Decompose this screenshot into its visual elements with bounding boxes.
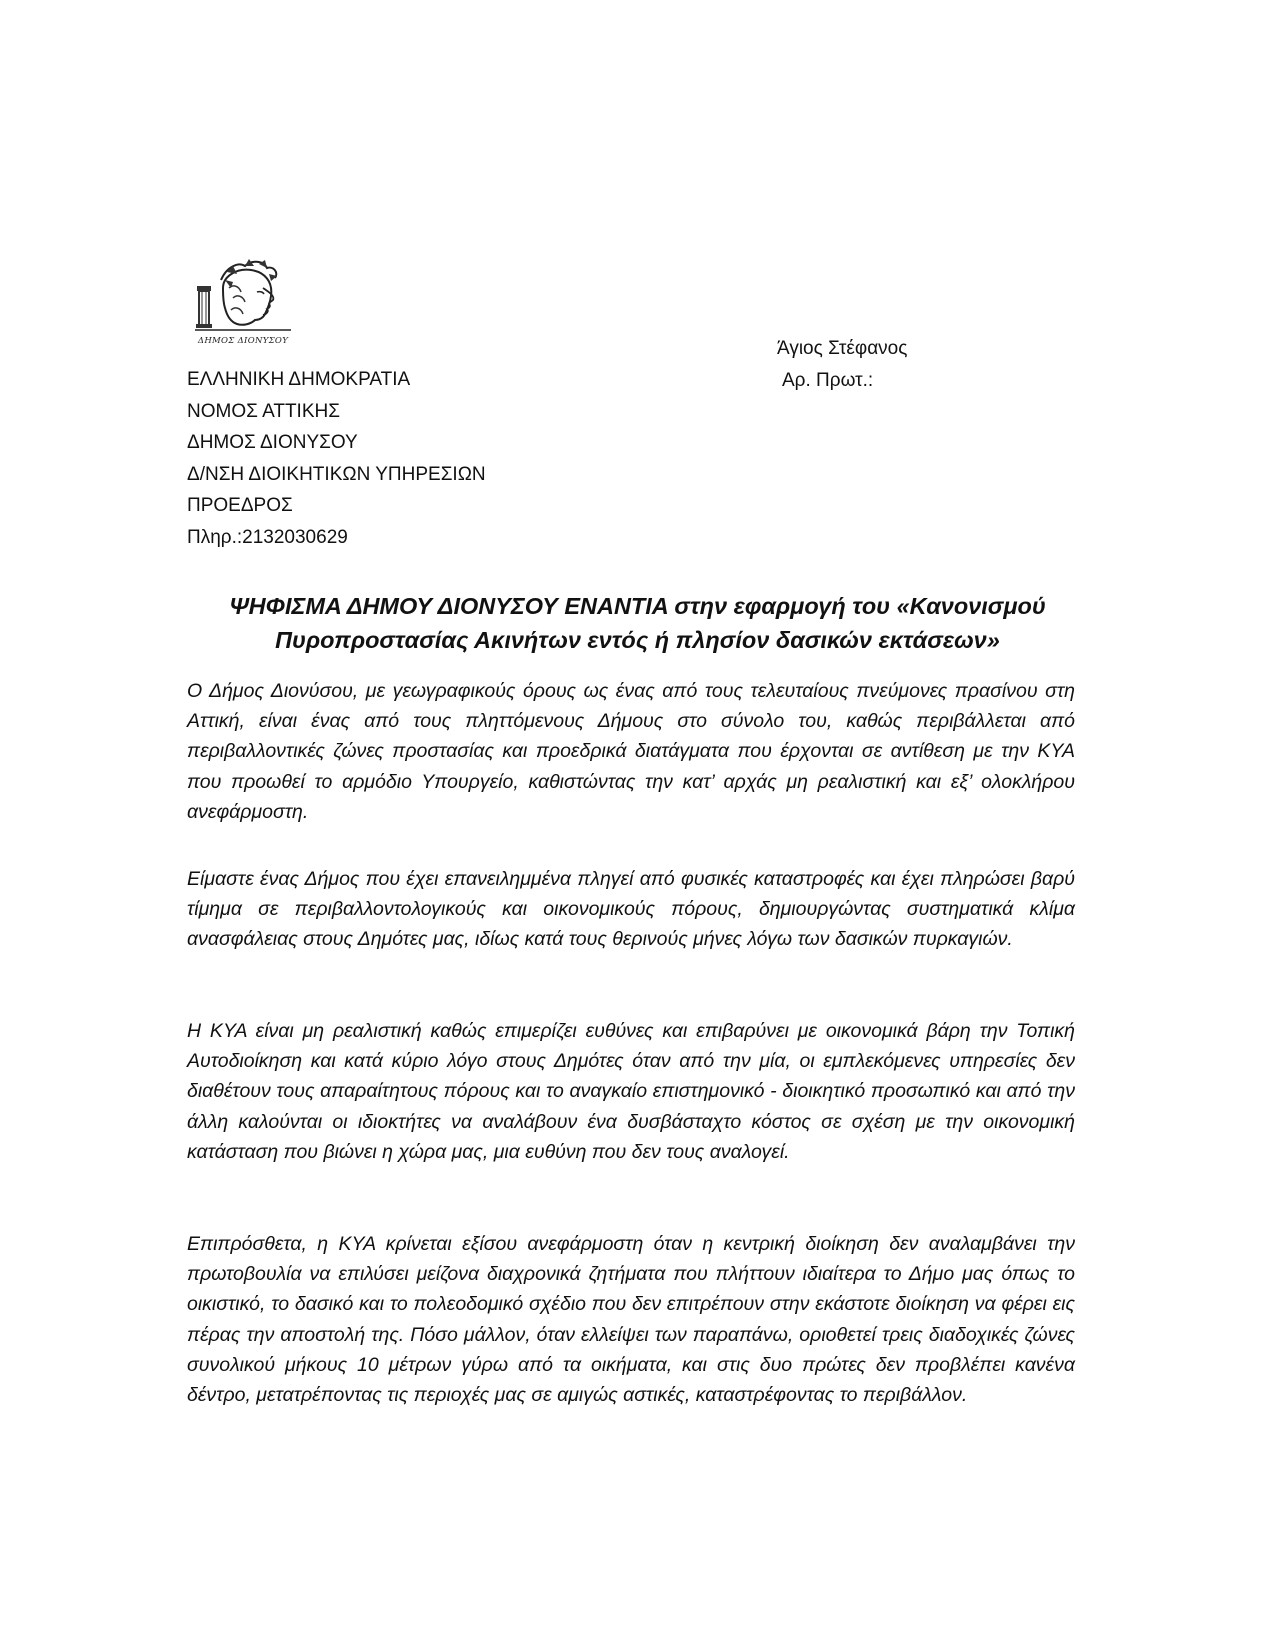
header-line-directorate: Δ/ΝΣΗ ΔΙΟΙΚΗΤΙΚΩΝ ΥΠΗΡΕΣΙΩΝ bbox=[187, 463, 486, 485]
document-title: ΨΗΦΙΣΜΑ ΔΗΜΟΥ ΔΙΟΝΥΣΟΥ ΕΝΑΝΤΙΑ στην εφαρμογή του «Κανονισμού Πυροπροστασίας Ακινήτων εντός ή πλησίον δασικών εκτάσεων» bbox=[229, 593, 1046, 653]
header-line-municipality: ΔΗΜΟΣ ΔΙΟΝΥΣΟΥ bbox=[187, 432, 358, 454]
municipality-logo bbox=[193, 258, 293, 348]
logo-caption: ΔΗΜΟΣ ΔΙΟΝΥΣΟΥ bbox=[197, 336, 289, 346]
header-line-prefecture: ΝΟΜΟΣ ΑΤΤΙΚΗΣ bbox=[187, 400, 340, 422]
body-paragraph: Είμαστε ένας Δήμος που έχει επανειλημμένα πληγεί από φυσικές καταστροφές και έχει πληρώσει βαρύ τίμημα σε περιβαλλοντολογικούς και οικονομικούς πόρους, δημιουργώντας συστηματικά κλίμα ανασφάλειας στους Δημότες μας, ιδίως κατά τους θερινούς μήνες λόγω των δασικών πυρκαγιών. bbox=[187, 868, 1075, 951]
body-paragraph: Επιπρόσθετα, η ΚΥΑ κρίνεται εξίσου ανεφάρμοστη όταν η κεντρική διοίκηση δεν αναλαμβάνει την πρωτοβουλία να επιλύσει μείζονα διαχρονικά ζητήματα που πλήττουν ιδιαίτερα το Δήμο μας όπως το οικιστικό, το δασικό και το πολεοδομικό σχέδιο που δεν επιτρέπουν στην εκάστοτε διοίκηση να φέρει εις πέρας την αποστολή της. Πόσο μάλλον, όταν ελλείψει των παραπάνω, οριοθετεί τρεις διαδοχικές ζώνες συνολικού μήκους 10 μέτρων γύρω από τα οικήματα, και στις δυο πρώτες δεν προβλέπει κανένα δέντρο, μετατρέποντας τις περιοχές μας σε αμιγώς αστικές, καταστρέφοντας το περιβάλλον. bbox=[187, 1233, 1075, 1407]
body-paragraph: Η ΚΥΑ είναι μη ρεαλιστική καθώς επιμερίζει ευθύνες και επιβαρύνει με οικονομικά βάρη την Τοπική Αυτοδιοίκηση και κατά κύριο λόγο στους Δημότες όταν από την μία, οι εμπλεκόμενες υπηρεσίες δεν διαθέτουν τους απαραίτητους πόρους και το αναγκαίο επιστημονικό - διοικητικό προσωπικό και από την άλλη καλούνται οι ιδιοκτήτες να αναλάβουν ένα δυσβάσταχτο κόστος σε σχέση με την οικονομική κατάσταση που βιώνει η χώρα μας, μια ευθύνη που δεν τους αναλογεί. bbox=[187, 1020, 1075, 1163]
header-line-republic: ΕΛΛΗΝΙΚΗ ΔΗΜΟΚΡΑΤΙΑ bbox=[187, 369, 411, 390]
body-paragraph: Ο Δήμος Διονύσου, με γεωγραφικούς όρους ως ένας από τους τελευταίους πνεύμονες πρασίνου στη Αττική, είναι ένας από τους πληττόμενους Δήμους στο σύνολο του, καθώς περιβάλλεται από περιβαλλοντικές ζώνες προστασίας και προεδρικά διατάγματα που έρχονται σε αντίθεση με την ΚΥΑ που προωθεί το αρμόδιο Υπουργείο, καθιστώντας την κατ’ αρχάς μη ρεαλιστική και εξ’ ολοκλήρου ανεφάρμοστη. bbox=[187, 680, 1075, 823]
dionysus-emblem-icon bbox=[193, 258, 293, 336]
sender-header bbox=[187, 364, 486, 554]
header-line-president: ΠΡΟΕΔΡΟΣ bbox=[187, 495, 293, 517]
header-line-contact: Πληρ.:2132030629 bbox=[187, 526, 348, 548]
protocol-number-label: Αρ. Πρωτ.: bbox=[782, 369, 874, 391]
place-protocol-block bbox=[777, 333, 907, 396]
place-name: Άγιος Στέφανος bbox=[777, 338, 908, 359]
